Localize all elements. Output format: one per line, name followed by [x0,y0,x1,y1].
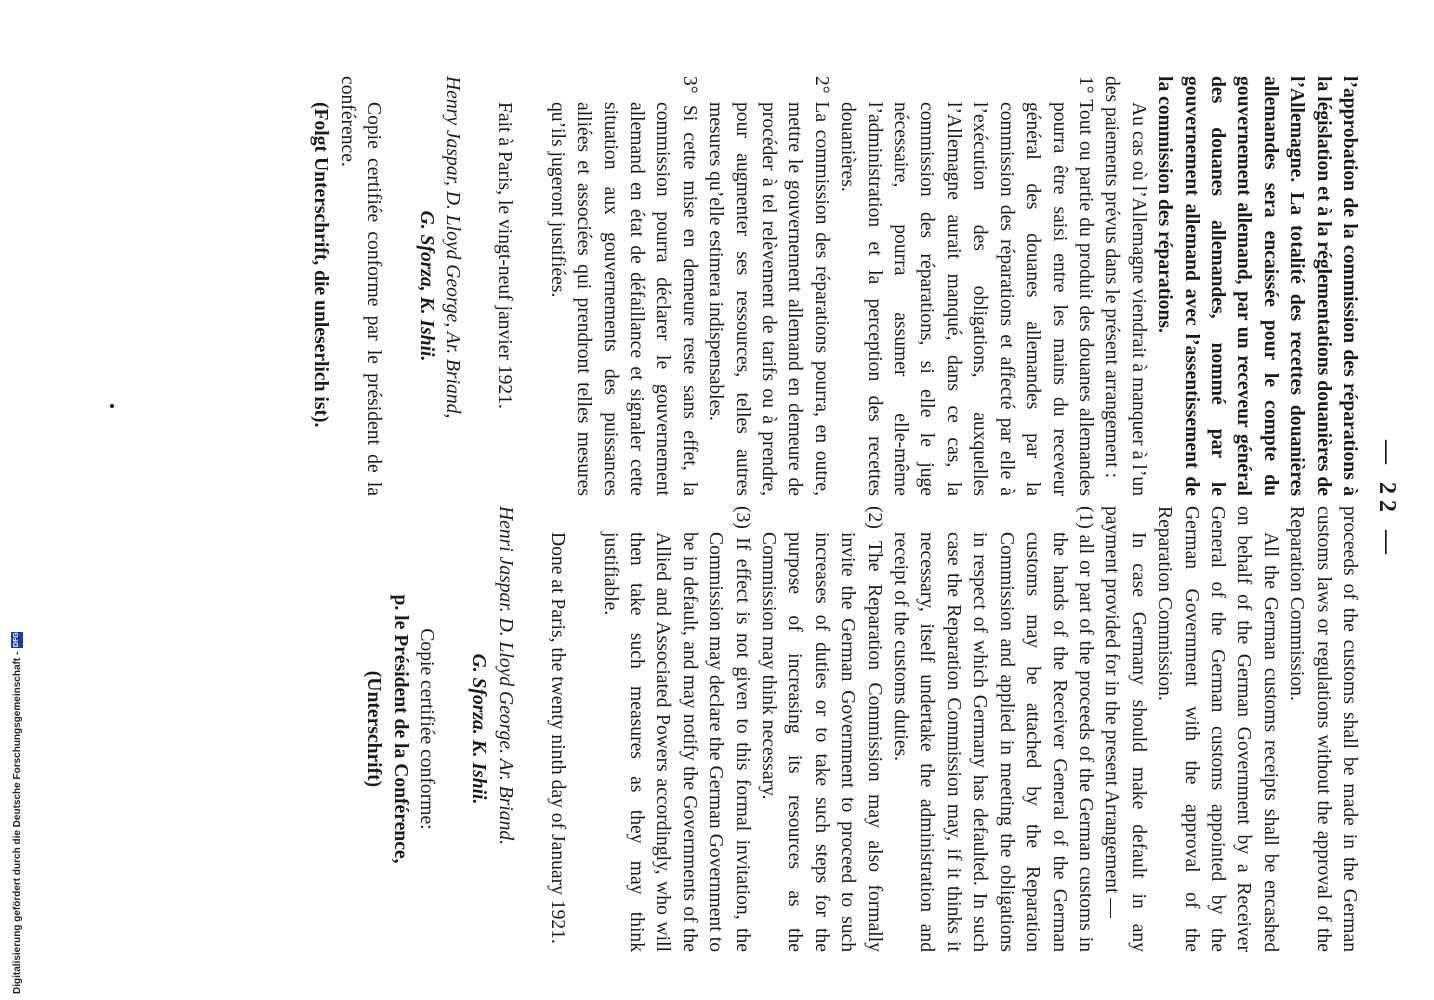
french-column [307,76,1362,496]
english-item-1: (1) all or part of the proceeds of the German customs in the hands of the Receiver General of the German customs may be attached by the Reparation Commission and applied in meeting the obligations in respect of which Germany has defaulted. In such case the Reparation Commission may, if it thinks it necessary, itself undertake the administration and receipt of the customs duties. [890,506,1096,952]
english-signatures-line-2: G. Sforza. K. Ishii. [468,653,490,805]
french-item-2: 2° La commission des réparations pourra, en outre, mettre le gouvernement allemand en demeure de procéder à tel relèvement de tarifs ou à prendre, pour augmenter ses ressources, telles autres mesures qu’elle estimera indispensables. [705,76,832,496]
french-done-at: Fait à Paris, le vingt-neuf janvier 1921. [494,102,516,409]
french-item-1: 1° Tout ou partie du produit des douanes allemandes pourra être saisi entre les mains du receveur général des douanes allemandes par la commission des réparations et affecté par elle à l’exécution des obligations, auxquelles l’Allemagne aurait manqué, dans ce cas, la commission des réparations, si elle le juge nécessaire, pourra assumer elle-même l’administration et la perception des recettes douanières. [837,76,1096,496]
french-certified: Copie certifiée conforme par le président de la conférence. [336,76,385,496]
dfg-logo-icon: DFG [11,632,23,648]
english-certified-line-1: Copie certifiée conforme: [416,628,437,830]
english-signatures: Henri Jaspar. D. Lloyd George. Ar. Briand. [494,506,516,846]
french-item-3: 3° Si cette mise en demeure reste sans effet, la commission pourra déclarer le gouvernement allemand en état de défaillance et signaler cette situation aux gouvernements des puissances alliées et associées qui prendront telles mesures qu’ils jugeront justifiées. [546,76,700,496]
english-done-at: Done at Paris, the twenty ninth day of January 1921. [547,532,569,944]
page-number: — 22 — [1374,440,1400,560]
french-signatures-line-2: G. Sforza, K. Ishii. [415,210,437,362]
english-column [360,506,1362,952]
english-paragraph-1: proceeds of the customs shall be made in the German customs laws or regulations without the approval of the Reparation Commission. [1286,506,1360,952]
credit-text: Digitalisierung gefördert durch die Deutsche Forschungsgemeinschaft - [11,651,23,994]
french-signature-note: (Folgt Unterschrift, die unleserlich ist). [310,102,332,428]
english-certified-line-2: p. le Président de la Conférence, [389,594,411,864]
french-paragraph-1: l’approbation de la commission des réparations à la législation et à la réglementations douanières de l’Allemagne. La totalité des recettes douanières allemandes sera encaissée pour le compte du gouvernement allemand, par un receveur général des douanes allemandes, nommé par le gouvernement allemand avec l’assentissement de la commission des réparations. [1154,76,1360,496]
digitization-credit [8,564,26,994]
english-paragraph-2: All the German customs receipts shall be encashed on behalf of the German Government by a Receiver General of the German customs appointed by the German Government with the approval of the Reparation Commission. [1154,506,1281,952]
french-signatures: Henry Jaspar, D. Lloyd George, Ar. Briand, [442,76,463,419]
english-item-2: (2) The Reparation Commission may also formally invite the German Government to proceed to such increases of duties or to take such steps for the purpose of increasing its resources as the Commission may think necessary. [758,506,885,952]
english-paragraph-3: In case Germany should make default in any payment provided for in the present Arrangement — [1101,506,1149,952]
english-signature-note: (Unterschrift) [363,670,385,788]
english-item-3: (3) If effect is not given to this formal invitation, the Commission may declare the German Government to be in default, and may notify the Governments of the Allied and Associated Powers accordingly, who will then take such measures as they may think justifiable. [599,506,753,952]
french-paragraph-2: Au cas où l’Allemagne viendrait à manquer à l’un des paiements prévus dans le présent arrangement : [1101,76,1149,496]
ink-dot [110,404,114,408]
